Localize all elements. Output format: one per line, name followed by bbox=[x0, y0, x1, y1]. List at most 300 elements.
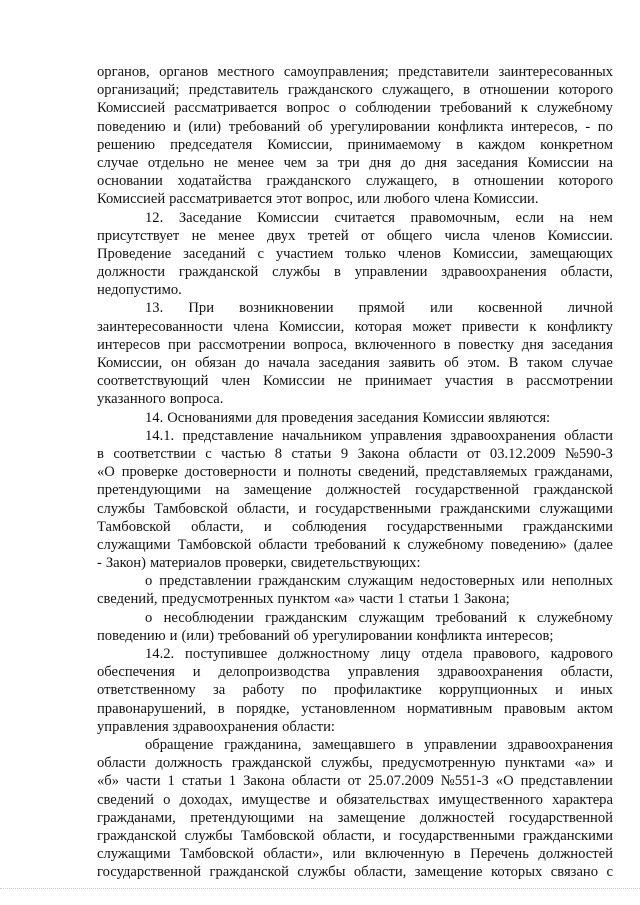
word: в bbox=[453, 846, 461, 863]
text-line bbox=[97, 718, 613, 736]
text-line bbox=[97, 572, 613, 590]
word: не bbox=[213, 154, 228, 171]
word: соответствующий bbox=[97, 373, 209, 390]
word: Тамбовской bbox=[154, 500, 228, 517]
word: которого bbox=[558, 82, 613, 99]
word: может bbox=[412, 318, 452, 335]
word: правового, bbox=[473, 646, 540, 662]
text-line bbox=[97, 645, 613, 663]
word: заседания bbox=[318, 355, 380, 371]
word: 14. bbox=[145, 409, 164, 426]
word: общего bbox=[386, 227, 433, 244]
word: об bbox=[444, 355, 459, 371]
word: 1 bbox=[228, 773, 237, 790]
word: этом. bbox=[467, 355, 500, 371]
text-line bbox=[97, 809, 613, 827]
word: кадрового bbox=[550, 646, 613, 662]
text-line bbox=[97, 663, 613, 681]
word: частью bbox=[221, 445, 266, 462]
word: за bbox=[212, 682, 226, 699]
text-line bbox=[97, 445, 613, 463]
word: интересов bbox=[97, 336, 161, 353]
word: вопрос bbox=[286, 100, 330, 117]
word: области, bbox=[560, 264, 613, 281]
word: в bbox=[97, 445, 104, 462]
word: соответствии bbox=[113, 445, 196, 462]
text-line bbox=[97, 609, 613, 627]
word: в bbox=[406, 736, 414, 753]
word: здравоохранения bbox=[507, 736, 613, 753]
word: или bbox=[332, 846, 356, 863]
word: 1 bbox=[397, 591, 405, 608]
word: служебному bbox=[407, 536, 484, 553]
word: присутствует bbox=[97, 227, 180, 244]
text-line bbox=[97, 827, 613, 845]
word: двух bbox=[266, 227, 296, 244]
word: возникновении bbox=[239, 300, 334, 317]
word: в bbox=[217, 700, 225, 717]
word: вопроса. bbox=[169, 391, 224, 408]
word: повестку bbox=[458, 336, 515, 353]
word: дня bbox=[521, 336, 544, 353]
word: №551-З bbox=[440, 773, 489, 790]
word: несоблюдении bbox=[163, 609, 254, 626]
word: службы bbox=[97, 500, 145, 517]
word: государственными bbox=[315, 500, 432, 517]
word: (или) bbox=[188, 118, 222, 135]
paragraph-14-1-b bbox=[97, 609, 613, 645]
word: проведения bbox=[281, 409, 354, 426]
text-line bbox=[97, 518, 613, 536]
text-line bbox=[97, 81, 613, 99]
text-line bbox=[97, 772, 613, 790]
word: Основаниями bbox=[167, 409, 252, 426]
text-line bbox=[97, 863, 613, 881]
word: Тамбовской bbox=[180, 846, 254, 863]
text-line bbox=[97, 754, 613, 772]
word: принимаемому bbox=[347, 136, 442, 153]
word: и bbox=[283, 464, 292, 481]
word: которых bbox=[491, 864, 543, 881]
word: характера bbox=[552, 791, 613, 808]
word: служащего, bbox=[365, 173, 438, 190]
text-line bbox=[97, 99, 613, 117]
text-line bbox=[97, 172, 613, 190]
word: правонарушений, bbox=[97, 700, 207, 717]
word: с bbox=[606, 864, 613, 881]
text-line bbox=[97, 154, 613, 172]
word: гражданского bbox=[288, 82, 373, 99]
word: Комиссии bbox=[422, 409, 485, 426]
word: сведений, bbox=[97, 591, 158, 608]
word: дня bbox=[369, 154, 392, 171]
word: член bbox=[221, 373, 251, 390]
word: полноты bbox=[297, 464, 352, 481]
word: предусмотренную bbox=[382, 755, 496, 772]
word: рассматривается bbox=[169, 191, 273, 208]
word: до bbox=[244, 355, 260, 371]
word: об bbox=[293, 627, 309, 644]
word: организаций; bbox=[97, 82, 180, 99]
word: «О bbox=[495, 773, 514, 790]
word: обращение bbox=[145, 736, 214, 753]
word: представитель bbox=[188, 82, 279, 99]
word: и bbox=[605, 755, 613, 772]
word: заинтересованности bbox=[97, 318, 223, 335]
word: поведению bbox=[97, 118, 166, 135]
word: о bbox=[145, 609, 153, 626]
word: В bbox=[508, 355, 519, 371]
word: о bbox=[163, 791, 171, 808]
word: на bbox=[308, 809, 324, 826]
word: претендующими bbox=[97, 482, 201, 499]
text-line bbox=[97, 372, 613, 390]
word: урегулировании bbox=[312, 627, 413, 644]
word: заседаний bbox=[183, 245, 246, 262]
word: и bbox=[169, 627, 178, 644]
word: гражданской bbox=[209, 864, 289, 881]
word: являются: bbox=[488, 409, 551, 426]
word: должностей bbox=[538, 846, 613, 863]
word: №590-З bbox=[565, 445, 613, 462]
word: поведению» bbox=[490, 536, 567, 553]
word: органов bbox=[159, 64, 209, 80]
word: пунктами bbox=[504, 755, 565, 772]
paragraph-14-2-a bbox=[97, 736, 613, 882]
text-line bbox=[97, 700, 613, 718]
word: случае bbox=[97, 154, 139, 171]
word: Комиссии. bbox=[473, 191, 539, 208]
text-line bbox=[97, 481, 613, 499]
text-line bbox=[97, 227, 613, 245]
word: гражданина, bbox=[224, 736, 302, 753]
word: заседания bbox=[357, 409, 419, 426]
word: за bbox=[316, 154, 329, 171]
word: должностей bbox=[326, 482, 401, 499]
word: службы bbox=[297, 864, 346, 881]
word: третей bbox=[307, 227, 349, 244]
word: с bbox=[205, 445, 212, 462]
text-line bbox=[97, 118, 613, 136]
word: нормативным bbox=[407, 700, 493, 717]
word: должностному bbox=[278, 646, 370, 662]
word: от bbox=[347, 773, 362, 790]
word: обязан bbox=[194, 355, 237, 371]
word: если bbox=[515, 209, 544, 226]
word: гражданами, bbox=[534, 464, 613, 481]
word: (далее bbox=[573, 536, 613, 553]
word: в bbox=[452, 173, 460, 190]
word: дня bbox=[424, 154, 447, 171]
word: три bbox=[337, 154, 360, 171]
word: требований bbox=[218, 627, 290, 644]
word: лицу bbox=[380, 646, 411, 662]
word: служащими bbox=[97, 846, 171, 863]
word: или bbox=[357, 191, 380, 208]
text-line bbox=[97, 318, 613, 336]
word: служащего, bbox=[382, 82, 454, 99]
word: личной bbox=[567, 300, 613, 317]
word: не bbox=[191, 227, 206, 244]
word: установленном bbox=[301, 700, 396, 717]
paragraph-14-1 bbox=[97, 427, 613, 573]
word: которая bbox=[354, 318, 403, 335]
text-line bbox=[97, 845, 613, 863]
word: должностей bbox=[419, 809, 495, 826]
word: отношении bbox=[479, 82, 550, 99]
word: части bbox=[358, 591, 394, 608]
word: замещение bbox=[414, 864, 483, 881]
word: гражданами, bbox=[97, 809, 176, 826]
text-line bbox=[97, 463, 613, 481]
word: только bbox=[345, 245, 387, 262]
word: соблюдении bbox=[355, 100, 431, 117]
word: начала bbox=[268, 355, 310, 371]
word: на bbox=[215, 482, 230, 499]
text-line bbox=[97, 209, 613, 227]
word: 14.2. bbox=[145, 646, 175, 662]
word: служебному bbox=[536, 609, 613, 626]
word: здравоохранения bbox=[441, 264, 547, 281]
word: или bbox=[429, 300, 453, 317]
word: 9 bbox=[340, 445, 349, 462]
word: области: bbox=[282, 718, 335, 735]
word: или bbox=[521, 573, 545, 590]
word: имущественного bbox=[438, 791, 543, 808]
word: включенную bbox=[364, 846, 445, 863]
word: числа bbox=[444, 227, 480, 244]
word: 1 bbox=[167, 773, 175, 790]
word: с bbox=[257, 245, 264, 262]
word: вопроса, bbox=[293, 336, 347, 353]
word: статьи bbox=[181, 773, 222, 790]
word: он bbox=[171, 355, 187, 371]
word: конкретном bbox=[540, 136, 613, 153]
word: в bbox=[443, 336, 451, 353]
word: нем bbox=[589, 209, 613, 226]
word: области», bbox=[263, 846, 324, 863]
word: требований bbox=[228, 118, 301, 135]
word: начальником bbox=[281, 427, 362, 444]
word: достоверности bbox=[184, 464, 277, 481]
text-line bbox=[97, 336, 613, 354]
word: в bbox=[506, 373, 514, 390]
word: гражданской bbox=[97, 827, 177, 844]
word: и bbox=[263, 518, 272, 535]
text-line bbox=[97, 590, 613, 608]
word: Тамбовской bbox=[240, 827, 315, 844]
word: связано bbox=[550, 864, 599, 881]
word: службы, bbox=[321, 755, 373, 772]
word: гражданским bbox=[265, 609, 348, 626]
word: о bbox=[145, 573, 153, 590]
word: Закона; bbox=[463, 591, 510, 608]
word: членов bbox=[397, 245, 442, 262]
word: об bbox=[307, 118, 323, 135]
text-line bbox=[97, 136, 613, 154]
word: в bbox=[333, 264, 341, 281]
word: Комиссией bbox=[97, 191, 166, 208]
word: члена bbox=[233, 318, 269, 335]
word: служебному bbox=[536, 100, 613, 117]
word: любого bbox=[383, 191, 430, 208]
word: менее bbox=[218, 227, 255, 244]
word: представлении bbox=[520, 773, 613, 790]
word: Перечень bbox=[470, 846, 529, 863]
word: 13. bbox=[145, 300, 164, 317]
word: гражданским bbox=[258, 573, 341, 590]
word: имуществе bbox=[241, 791, 311, 808]
word: привести bbox=[461, 318, 519, 335]
word: заседания bbox=[551, 336, 613, 353]
word: правовым bbox=[503, 700, 566, 717]
word: требований bbox=[314, 536, 387, 553]
word: управлении bbox=[423, 736, 497, 753]
text-line bbox=[97, 390, 613, 408]
word: Тамбовской bbox=[97, 518, 171, 535]
word: (или) bbox=[181, 627, 215, 644]
word: замещающих bbox=[530, 245, 613, 262]
word: конфликта bbox=[416, 627, 483, 644]
word: проверке bbox=[121, 464, 178, 481]
word: обязательствах bbox=[336, 791, 430, 808]
word: доходах, bbox=[179, 791, 233, 808]
word: гражданской bbox=[178, 264, 259, 281]
word: члена bbox=[433, 191, 470, 208]
word: о bbox=[338, 100, 347, 117]
word: Комиссии, bbox=[267, 136, 333, 153]
word: для bbox=[255, 409, 278, 426]
word: отдела bbox=[421, 646, 463, 662]
word: заявить bbox=[388, 355, 436, 371]
document-page bbox=[97, 63, 613, 881]
word: 8 bbox=[274, 445, 283, 462]
word: гражданскими bbox=[523, 827, 613, 844]
word: Комиссией bbox=[97, 100, 166, 117]
word: гражданской bbox=[533, 482, 613, 499]
word: области, bbox=[353, 864, 407, 881]
word: и bbox=[173, 118, 181, 135]
word: области bbox=[258, 536, 308, 553]
word: здравоохранения bbox=[437, 664, 543, 681]
word: интересов; bbox=[486, 627, 554, 644]
word: области, bbox=[236, 500, 290, 517]
text-line bbox=[97, 409, 613, 427]
word: пунктом bbox=[277, 591, 330, 608]
word: заседания bbox=[456, 154, 518, 171]
word: рассмотрении bbox=[198, 336, 286, 353]
word: «О bbox=[97, 464, 115, 481]
word: Комиссии. bbox=[547, 227, 613, 244]
text-line bbox=[97, 63, 613, 81]
word: гражданской bbox=[231, 755, 312, 772]
word: «б» bbox=[97, 773, 120, 790]
word: от bbox=[467, 445, 481, 462]
word: 03.12.2009 bbox=[489, 445, 556, 462]
word: по bbox=[301, 682, 317, 699]
word: 14.1. bbox=[145, 427, 175, 444]
word: на bbox=[598, 154, 613, 171]
word: урегулировании bbox=[330, 118, 431, 135]
word: представлении bbox=[159, 573, 252, 590]
word: статьи bbox=[408, 591, 449, 608]
word: Комиссии bbox=[527, 154, 590, 171]
word: которого bbox=[558, 173, 613, 190]
word: служащим bbox=[358, 609, 425, 626]
word: неполных bbox=[551, 573, 613, 590]
word: области, bbox=[322, 827, 376, 844]
word: чем bbox=[283, 154, 307, 171]
word: При bbox=[188, 300, 215, 317]
word: «а» bbox=[333, 591, 355, 608]
word: свидетельствующих: bbox=[290, 555, 421, 572]
word: указанного bbox=[97, 391, 166, 408]
word: ходатайства bbox=[177, 173, 252, 190]
word: управлении bbox=[354, 264, 428, 281]
word: принимает bbox=[364, 373, 432, 390]
text-line bbox=[97, 245, 613, 263]
paragraph-12 bbox=[97, 209, 613, 300]
word: Комиссии, bbox=[97, 355, 163, 371]
paragraph-14-1-a bbox=[97, 572, 613, 608]
word: к bbox=[520, 100, 528, 117]
word: отдельно bbox=[147, 154, 205, 171]
word: представляемых bbox=[425, 464, 528, 481]
word: служащими bbox=[97, 536, 171, 553]
word: основании bbox=[97, 173, 163, 190]
word: служащими bbox=[539, 500, 613, 517]
scan-noise-line bbox=[0, 888, 640, 893]
word: 25.07.2009 bbox=[368, 773, 434, 790]
word: конфликту bbox=[546, 318, 613, 335]
text-line bbox=[97, 627, 613, 645]
text-line bbox=[97, 500, 613, 518]
word: недостоверных bbox=[420, 573, 515, 590]
word: актом bbox=[577, 700, 613, 717]
word: предусмотренных bbox=[161, 591, 274, 608]
paragraph-11-continued bbox=[97, 63, 613, 209]
word: органов, bbox=[97, 64, 150, 80]
word: и bbox=[192, 664, 201, 681]
word: и bbox=[383, 827, 391, 844]
word: по bbox=[597, 118, 613, 135]
word: 12. bbox=[145, 209, 164, 226]
word: области bbox=[291, 773, 341, 790]
word: Комиссии bbox=[257, 209, 319, 226]
word: недопустимо. bbox=[97, 282, 182, 299]
word: Тамбовской bbox=[177, 536, 252, 553]
word: рассматривается bbox=[174, 100, 278, 117]
text-line bbox=[97, 536, 613, 554]
text-line bbox=[97, 299, 613, 317]
word: порядке, bbox=[236, 700, 290, 717]
word: отношении bbox=[474, 173, 544, 190]
word: - bbox=[585, 118, 591, 135]
word: Комиссии, bbox=[452, 245, 519, 262]
word: Комиссии, bbox=[278, 318, 345, 335]
text-line bbox=[97, 354, 613, 372]
word: менее bbox=[237, 154, 275, 171]
word: претендующими bbox=[190, 809, 295, 826]
word: правомочным, bbox=[410, 209, 500, 226]
word: до bbox=[400, 154, 416, 171]
word: самоуправления; bbox=[283, 64, 389, 80]
word: и bbox=[555, 682, 563, 699]
word: участия bbox=[444, 373, 494, 390]
word: к bbox=[393, 536, 401, 553]
word: в bbox=[463, 82, 471, 99]
word: этот bbox=[276, 191, 303, 208]
